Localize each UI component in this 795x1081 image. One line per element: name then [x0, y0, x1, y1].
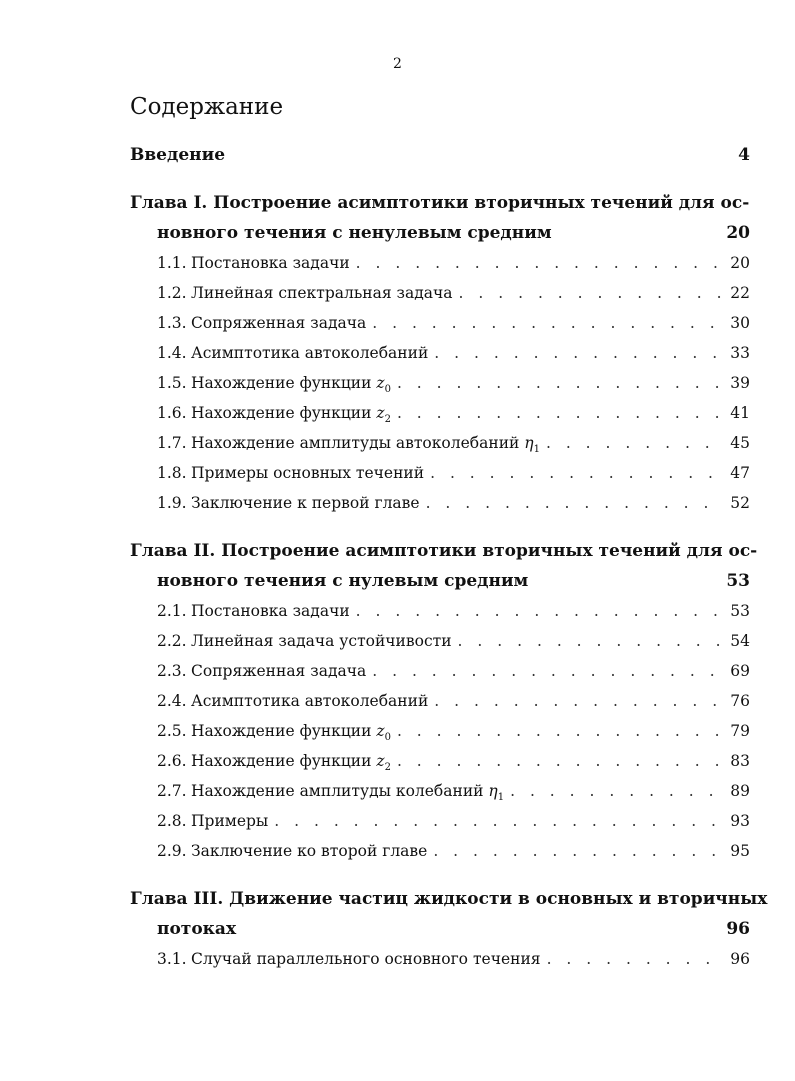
section-number: 3.1. [157, 950, 187, 968]
section-number: 2.7. [157, 782, 187, 800]
section-page: 20 [730, 254, 750, 272]
section-page: 89 [730, 782, 750, 800]
section-title: Случай параллельного основного течения [191, 950, 541, 968]
section-number: 1.1. [157, 254, 187, 272]
section-title: Сопряженная задача [191, 662, 367, 680]
section-page: 45 [730, 434, 750, 452]
section-page: 41 [730, 404, 750, 422]
section-title: Постановка задачи [191, 602, 350, 620]
dot-leader [546, 434, 724, 452]
section-title: Примеры [191, 812, 269, 830]
section-title: Нахождение функции [191, 404, 372, 422]
toc-section[interactable] [157, 464, 750, 492]
chapter-3-heading-cont[interactable] [130, 919, 750, 947]
section-title: Асимптотика автоколебаний [191, 344, 429, 362]
toc-intro[interactable] [130, 145, 750, 173]
section-page: 33 [730, 344, 750, 362]
dot-leader [426, 494, 725, 512]
dot-leader [356, 254, 725, 272]
section-number: 1.9. [157, 494, 187, 512]
dot-leader [397, 722, 724, 740]
section-number: 2.5. [157, 722, 187, 740]
section-number: 1.3. [157, 314, 187, 332]
dot-leader [547, 950, 725, 968]
section-page: 69 [730, 662, 750, 680]
dot-leader [459, 284, 725, 302]
dot-leader [458, 632, 725, 650]
toc-intro-page: 4 [738, 145, 750, 165]
dot-leader [397, 404, 724, 422]
chapter-3-heading[interactable] [130, 889, 768, 917]
section-page: 76 [730, 692, 750, 710]
chapter-2-line2: новного течения с нулевым средним [157, 571, 529, 591]
section-title: Нахождение функции [191, 752, 372, 770]
section-title: Линейная задача устойчивости [191, 632, 452, 650]
toc-intro-label: Введение [130, 145, 226, 165]
section-page: 52 [730, 494, 750, 512]
dot-leader [434, 344, 724, 362]
toc-section[interactable] [157, 314, 750, 342]
page-number: 2 [393, 56, 402, 72]
section-page: 54 [730, 632, 750, 650]
chapter-3-line2: потоках [157, 919, 237, 939]
dot-leader [434, 692, 724, 710]
dot-leader [433, 842, 724, 860]
dot-leader [397, 752, 724, 770]
dot-leader [397, 374, 724, 392]
chapter-2-line1: Глава II. Построение асимптотики вторичных течений для ос- [130, 541, 758, 561]
toc-section[interactable] [157, 812, 750, 840]
section-number: 2.4. [157, 692, 187, 710]
dot-leader [510, 782, 724, 800]
section-number: 1.7. [157, 434, 187, 452]
math-variable: $z_0$ [376, 722, 391, 744]
section-page: 22 [730, 284, 750, 302]
section-page: 53 [730, 602, 750, 620]
chapter-1-page: 20 [726, 223, 750, 243]
section-title: Заключение к первой главе [191, 494, 420, 512]
toc-section[interactable] [157, 254, 750, 282]
toc-section[interactable] [157, 404, 750, 432]
section-page: 96 [730, 950, 750, 968]
section-page: 95 [730, 842, 750, 860]
chapter-1-heading[interactable] [130, 193, 750, 221]
math-variable: $z_0$ [376, 374, 391, 396]
section-number: 1.5. [157, 374, 187, 392]
toc-section[interactable] [157, 842, 750, 870]
section-title: Постановка задачи [191, 254, 350, 272]
toc-section[interactable] [157, 722, 750, 750]
dot-leader [372, 662, 724, 680]
section-number: 2.6. [157, 752, 187, 770]
section-number: 2.9. [157, 842, 187, 860]
dot-leader [274, 812, 724, 830]
section-number: 1.4. [157, 344, 187, 362]
section-page: 93 [730, 812, 750, 830]
section-title: Нахождение амплитуды колебаний [191, 782, 484, 800]
chapter-1-heading-cont[interactable] [130, 223, 750, 251]
toc-section[interactable] [157, 632, 750, 660]
dot-leader [356, 602, 725, 620]
section-number: 1.2. [157, 284, 187, 302]
toc-section[interactable] [157, 374, 750, 402]
math-variable: $\eta_1$ [488, 782, 505, 804]
section-title: Линейная спектральная задача [191, 284, 453, 302]
toc-section[interactable] [157, 692, 750, 720]
section-number: 1.6. [157, 404, 187, 422]
chapter-2-page: 53 [726, 571, 750, 591]
section-title: Нахождение функции [191, 374, 372, 392]
toc-section[interactable] [157, 782, 750, 810]
chapter-3-page: 96 [726, 919, 750, 939]
toc-section[interactable] [157, 434, 750, 462]
toc-section[interactable] [157, 662, 750, 690]
chapter-1-line2: новного течения с ненулевым средним [157, 223, 552, 243]
section-page: 47 [730, 464, 750, 482]
section-title: Сопряженная задача [191, 314, 367, 332]
math-variable: $z_2$ [376, 404, 391, 426]
section-title: Заключение ко второй главе [191, 842, 428, 860]
section-page: 30 [730, 314, 750, 332]
toc-title: Содержание [130, 94, 284, 120]
math-variable: $\eta_1$ [524, 434, 540, 456]
math-variable: $z_2$ [376, 752, 391, 774]
toc-section[interactable] [157, 950, 750, 978]
chapter-1-line1: Глава I. Построение асимптотики вторичных течений для ос- [130, 193, 750, 213]
section-number: 2.8. [157, 812, 187, 830]
dot-leader [372, 314, 724, 332]
section-title: Нахождение функции [191, 722, 372, 740]
toc-section[interactable] [157, 284, 750, 312]
section-page: 39 [730, 374, 750, 392]
section-title: Примеры основных течений [191, 464, 425, 482]
section-number: 1.8. [157, 464, 187, 482]
section-page: 83 [730, 752, 750, 770]
section-page: 79 [730, 722, 750, 740]
section-number: 2.3. [157, 662, 187, 680]
section-number: 2.2. [157, 632, 187, 650]
toc-section[interactable] [157, 494, 750, 522]
chapter-3-line1: Глава III. Движение частиц жидкости в основных и вторичных [130, 889, 768, 909]
section-number: 2.1. [157, 602, 187, 620]
toc-section[interactable] [157, 602, 750, 630]
toc-section[interactable] [157, 752, 750, 780]
chapter-2-heading[interactable] [130, 541, 758, 569]
dot-leader [430, 464, 724, 482]
section-title: Асимптотика автоколебаний [191, 692, 429, 710]
toc-section[interactable] [157, 344, 750, 372]
chapter-2-heading-cont[interactable] [130, 571, 750, 599]
section-title: Нахождение амплитуды автоколебаний [191, 434, 520, 452]
